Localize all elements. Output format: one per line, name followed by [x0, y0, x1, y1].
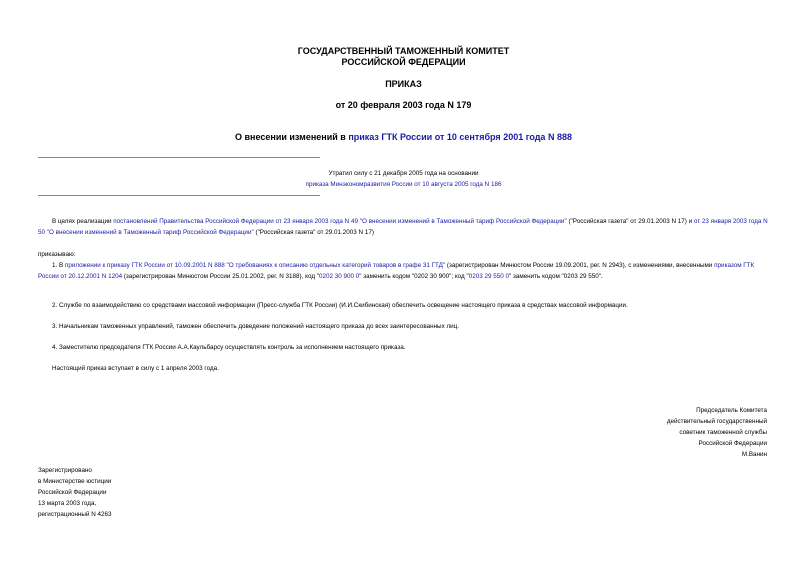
- item1-link-annex[interactable]: приложении к приказу ГТК России от 10.09.2001 N 888 "О требованиях к описанию отдельных категорий товаров в графе 31 ГТД": [64, 262, 446, 269]
- registration-block: [38, 465, 112, 520]
- org-name-line1: ГОСУДАРСТВЕННЫЙ ТАМОЖЕННЫЙ КОМИТЕТ: [297, 46, 510, 56]
- signature-line-3: советник таможенной службы: [679, 429, 767, 436]
- registration-line-5: регистрационный N 4263: [38, 511, 112, 518]
- item1-text-4: " заменить кодом "0202 30 900"; код ": [359, 273, 469, 280]
- notice-top-rule: [38, 157, 320, 158]
- signature-line-2: действительный государственный: [666, 418, 767, 425]
- registration-line-4: 13 марта 2003 года,: [38, 500, 97, 507]
- item1-text-2: (зарегистрирован Минюстом России 19.09.2001, рег. N 2943), с изменениями, внесенными: [445, 262, 715, 269]
- signature-line-1: Председатель Комитета: [696, 407, 767, 414]
- preamble-link-2[interactable]: от 23 января 2003 года N 50 "О внесении изменений в Таможенный тариф Российской Федерации": [38, 218, 768, 236]
- preamble-text-1: В целях реализации: [52, 218, 114, 225]
- subject-prefix: О внесении изменений в: [235, 132, 349, 142]
- notice-bottom-rule: [38, 195, 320, 196]
- org-name-line2: РОССИЙСКОЙ ФЕДЕРАЦИИ: [341, 57, 466, 67]
- item1-text-1: 1. В: [52, 262, 65, 269]
- item1-link-order-1204[interactable]: приказом ГТК России от 20.12.2001 N 1204: [38, 262, 755, 280]
- doc-date: от 20 февраля 2003 года N 179: [335, 100, 472, 110]
- doc-subject: [0, 132, 807, 142]
- item1-text-3: (зарегистрирован Минюстом России 25.01.2002, рег. N 3188), код ": [122, 273, 319, 280]
- order-word: приказываю:: [38, 251, 76, 258]
- item1-link-code-2[interactable]: 0203 29 550 0: [468, 273, 509, 280]
- registration-line-2: в Министерстве юстиции: [38, 478, 112, 485]
- signature-block: [667, 405, 767, 460]
- paragraph-item-3: 3. Начальникам таможенных управлений, таможен обеспечить доведение положений настоящего приказа до всех заинтересованных лиц.: [52, 323, 460, 330]
- registration-line-1: Зарегистрировано: [38, 467, 92, 474]
- signature-name: М.Ванин: [741, 451, 767, 458]
- item1-text-5: " заменить кодом "0203 29 550".: [508, 273, 603, 280]
- notice-line: Утратил силу с 21 декабря 2005 года на основании: [328, 170, 479, 177]
- preamble-text-2: ("Российская газета" от 29.01.2003 N 17) и: [566, 218, 694, 225]
- notice-link[interactable]: приказа Минэкономразвития России от 10 августа 2005 года N 186: [305, 181, 502, 188]
- item1-link-code-1[interactable]: 0202 30 900 0: [319, 273, 360, 280]
- registration-line-3: Российской Федерации: [38, 489, 107, 496]
- paragraph-item-4: 4. Заместителю председателя ГТК России А.А.Каульбарсу осуществлять контроль за исполнением настоящего приказа.: [52, 344, 406, 351]
- doc-type: ПРИКАЗ: [385, 79, 422, 89]
- preamble-text-3: ("Российская газета" от 29.01.2003 N 17): [253, 229, 374, 236]
- signature-line-4: Российской Федерации: [698, 440, 767, 447]
- subject-link[interactable]: приказ ГТК России от 10 сентября 2001 года N 888: [348, 132, 572, 142]
- paragraph-preamble: [38, 216, 770, 238]
- paragraph-item-2: 2. Службе по взаимодействию со средствами массовой информации (Пресс-служба ГТК России) (И.И.Скибинская) обеспечить освещение настоящего приказа в средствах массовой информации.: [52, 302, 628, 309]
- paragraph-item-1: [38, 260, 770, 282]
- preamble-link-1[interactable]: постановлений Правительства Российской Федерации от 23 января 2003 года N 49 "О внесении изменений в Таможенный тариф Российской Федерации": [113, 218, 567, 225]
- paragraph-effective-date: Настоящий приказ вступает в силу с 1 апреля 2003 года.: [52, 365, 219, 372]
